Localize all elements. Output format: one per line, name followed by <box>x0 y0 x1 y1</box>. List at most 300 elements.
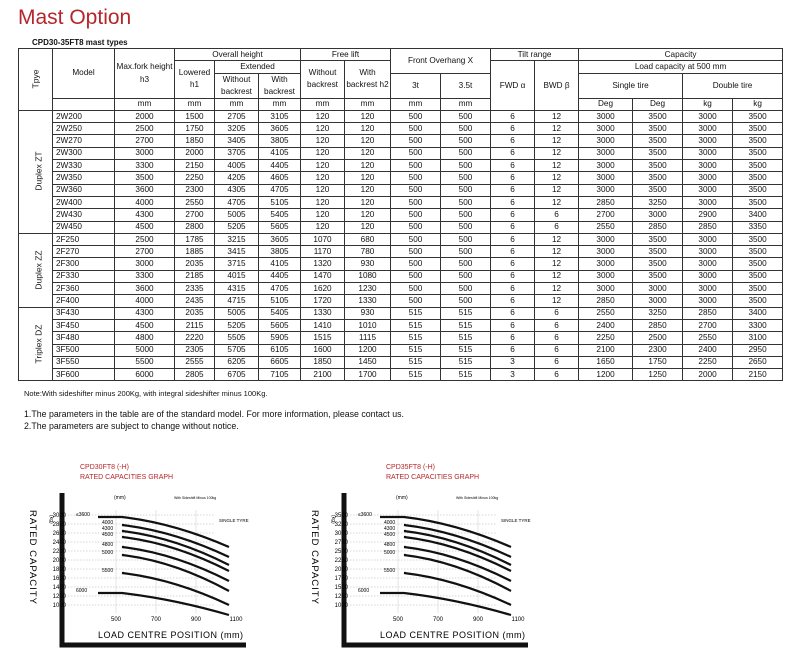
value-cell: 12 <box>535 147 579 159</box>
value-cell: 2850 <box>579 196 633 208</box>
value-cell: 3500 <box>633 270 683 282</box>
value-cell: 6 <box>491 270 535 282</box>
value-cell: 3500 <box>733 160 783 172</box>
value-cell: 500 <box>391 147 441 159</box>
value-cell: 2000 <box>115 110 175 122</box>
value-cell: 12 <box>535 110 579 122</box>
mast-type-label: Duplex ZT <box>19 110 53 233</box>
value-cell: 3500 <box>633 246 683 258</box>
curve-label: 4000 <box>102 520 114 526</box>
value-cell: 2700 <box>115 246 175 258</box>
value-cell: 4205 <box>215 172 259 184</box>
model-cell: 3F430 <box>53 307 115 319</box>
value-cell: 930 <box>345 258 391 270</box>
value-cell: 2550 <box>175 196 215 208</box>
value-cell: 6 <box>491 307 535 319</box>
value-cell: 3500 <box>115 172 175 184</box>
header-overhang-3t: 3t <box>391 73 441 98</box>
value-cell: 3105 <box>259 110 301 122</box>
table-row <box>19 258 783 270</box>
value-cell: 12 <box>535 246 579 258</box>
value-cell: 2000 <box>683 369 733 381</box>
model-cell: 3F500 <box>53 344 115 356</box>
curve-label: 6000 <box>76 588 88 594</box>
table-row <box>19 270 783 282</box>
value-cell: 2850 <box>683 307 733 319</box>
value-cell: 500 <box>391 270 441 282</box>
value-cell: 3600 <box>115 283 175 295</box>
header-ext-without: Without backrest <box>215 73 259 98</box>
value-cell: 515 <box>391 307 441 319</box>
curve-label: 4300 <box>102 526 114 532</box>
value-cell: 1850 <box>301 356 345 368</box>
y-tick-label: 1500 <box>334 585 348 591</box>
value-cell: 2550 <box>579 221 633 233</box>
value-cell: 3250 <box>633 196 683 208</box>
value-cell: 500 <box>441 283 491 295</box>
model-cell: 2W300 <box>53 147 115 159</box>
value-cell: 12 <box>535 172 579 184</box>
value-cell: 1750 <box>175 123 215 135</box>
value-cell: 3000 <box>683 295 733 307</box>
value-cell: 2705 <box>215 110 259 122</box>
value-cell: 515 <box>441 369 491 381</box>
value-cell: 2115 <box>175 319 215 331</box>
value-cell: 3350 <box>733 221 783 233</box>
value-cell: 4500 <box>115 319 175 331</box>
value-cell: 4705 <box>259 283 301 295</box>
x-tick-label: 500 <box>392 617 404 623</box>
value-cell: 120 <box>345 110 391 122</box>
y-tick-label: 1000 <box>52 603 66 609</box>
graph-note: With Sideshift Minus 100kg <box>174 496 217 500</box>
value-cell: 4305 <box>215 184 259 196</box>
value-cell: 6 <box>491 344 535 356</box>
value-cell: 500 <box>391 123 441 135</box>
y-tick-label: 3000 <box>52 513 66 519</box>
value-cell: 500 <box>391 135 441 147</box>
value-cell: 120 <box>301 209 345 221</box>
value-cell: 12 <box>535 283 579 295</box>
graph-heading: RATED CAPACITIES GRAPH <box>80 474 174 481</box>
value-cell: 120 <box>345 147 391 159</box>
graph-unit: (mm) <box>396 495 408 501</box>
value-cell: 2400 <box>579 319 633 331</box>
table-row <box>19 344 783 356</box>
value-cell: 3500 <box>733 295 783 307</box>
unit-cell: mm <box>441 98 491 110</box>
note-2: 2.The parameters are subject to change without notice. <box>24 421 239 431</box>
capacity-graph-svg <box>306 455 556 655</box>
value-cell: 3500 <box>633 160 683 172</box>
value-cell: 1330 <box>345 295 391 307</box>
value-cell: 2950 <box>733 344 783 356</box>
model-cell: 3F450 <box>53 319 115 331</box>
capacity-graph-cpd35 <box>306 455 556 660</box>
value-cell: 500 <box>391 283 441 295</box>
mast-spec-table <box>18 48 783 381</box>
graph-ylabel: RATED CAPACITY <box>309 510 320 605</box>
value-cell: 3 <box>491 356 535 368</box>
value-cell: 2700 <box>175 209 215 221</box>
value-cell: 3000 <box>579 270 633 282</box>
value-cell: 3000 <box>633 283 683 295</box>
value-cell: 3000 <box>579 135 633 147</box>
value-cell: 5005 <box>215 307 259 319</box>
value-cell: 1250 <box>633 369 683 381</box>
graph-xlabel: LOAD CENTRE POSITION (mm) <box>98 630 244 640</box>
value-cell: 6 <box>535 221 579 233</box>
value-cell: 1470 <box>301 270 345 282</box>
value-cell: 2100 <box>579 344 633 356</box>
value-cell: 1070 <box>301 233 345 245</box>
value-cell: 3000 <box>115 147 175 159</box>
value-cell: 1450 <box>345 356 391 368</box>
value-cell: 3000 <box>683 283 733 295</box>
value-cell: 4715 <box>215 295 259 307</box>
y-tick-label: 3000 <box>334 531 348 537</box>
value-cell: 3500 <box>733 233 783 245</box>
unit-cell: mm <box>259 98 301 110</box>
value-cell: 3250 <box>633 307 683 319</box>
value-cell: 120 <box>345 172 391 184</box>
value-cell: 3000 <box>683 160 733 172</box>
value-cell: 3500 <box>733 270 783 282</box>
value-cell: 3000 <box>683 172 733 184</box>
value-cell: 515 <box>441 332 491 344</box>
value-cell: 120 <box>301 184 345 196</box>
table-row <box>19 221 783 233</box>
value-cell: 3500 <box>733 184 783 196</box>
model-cell: 3F600 <box>53 369 115 381</box>
unit-cell: mm <box>175 98 215 110</box>
unit-cell: mm <box>215 98 259 110</box>
table-row <box>19 295 783 307</box>
value-cell: 2700 <box>579 209 633 221</box>
graph-tire: SINGLE TYRE <box>219 518 249 523</box>
value-cell: 120 <box>301 196 345 208</box>
value-cell: 2035 <box>175 258 215 270</box>
table-row <box>19 332 783 344</box>
value-cell: 500 <box>391 233 441 245</box>
value-cell: 3500 <box>633 172 683 184</box>
header-model: Model <box>53 49 115 99</box>
value-cell: 1320 <box>301 258 345 270</box>
model-cell: 2W400 <box>53 196 115 208</box>
value-cell: 4500 <box>115 221 175 233</box>
header-max-fork-height: Max.fork height h3 <box>115 49 175 99</box>
value-cell: 2220 <box>175 332 215 344</box>
header-fwd: FWD α <box>491 61 535 111</box>
value-cell: 2305 <box>175 344 215 356</box>
x-tick-label: 900 <box>472 617 484 623</box>
curve-label: ≤3600 <box>76 512 90 518</box>
value-cell: 4405 <box>259 270 301 282</box>
y-tick-label: 1200 <box>52 594 66 600</box>
model-cell: 2F360 <box>53 283 115 295</box>
value-cell: 6 <box>491 209 535 221</box>
value-cell: 2500 <box>115 123 175 135</box>
value-cell: 500 <box>391 246 441 258</box>
unit-cell: kg <box>683 98 733 110</box>
header-capacity: Capacity <box>579 49 783 61</box>
curve-label: 4800 <box>102 542 114 548</box>
value-cell: 120 <box>345 221 391 233</box>
table-row <box>19 356 783 368</box>
value-cell: 5105 <box>259 196 301 208</box>
value-cell: 4705 <box>215 196 259 208</box>
value-cell: 515 <box>391 332 441 344</box>
value-cell: 4105 <box>259 258 301 270</box>
header-load-capacity: Load capacity at 500 mm <box>579 61 783 73</box>
value-cell: 500 <box>441 209 491 221</box>
x-tick-label: 500 <box>110 617 122 623</box>
value-cell: 3415 <box>215 246 259 258</box>
value-cell: 500 <box>391 258 441 270</box>
value-cell: 500 <box>441 246 491 258</box>
value-cell: 3000 <box>683 110 733 122</box>
table-row <box>19 369 783 381</box>
value-cell: 3000 <box>579 160 633 172</box>
value-cell: 3215 <box>215 233 259 245</box>
value-cell: 3000 <box>579 246 633 258</box>
header-double-tire: Double tire <box>683 73 783 98</box>
value-cell: 2550 <box>683 332 733 344</box>
value-cell: 2850 <box>633 221 683 233</box>
value-cell: 4000 <box>115 295 175 307</box>
value-cell: 3600 <box>115 184 175 196</box>
value-cell: 6 <box>535 209 579 221</box>
value-cell: 515 <box>391 319 441 331</box>
y-tick-label: 2800 <box>52 522 66 528</box>
y-tick-label: 3500 <box>334 513 348 519</box>
value-cell: 3000 <box>633 209 683 221</box>
value-cell: 7105 <box>259 369 301 381</box>
value-cell: 5505 <box>215 332 259 344</box>
value-cell: 500 <box>391 184 441 196</box>
value-cell: 120 <box>345 123 391 135</box>
notes <box>24 408 404 432</box>
model-cell: 2W430 <box>53 209 115 221</box>
value-cell: 2850 <box>579 295 633 307</box>
curve-label: 5000 <box>102 550 114 556</box>
value-cell: 6 <box>491 172 535 184</box>
value-cell: 6 <box>491 123 535 135</box>
value-cell: 3805 <box>259 135 301 147</box>
value-cell: 4800 <box>115 332 175 344</box>
y-tick-label: 2250 <box>334 558 348 564</box>
value-cell: 1515 <box>301 332 345 344</box>
note-1: 1.The parameters in the table are of the standard model. For more information, please contact us. <box>24 409 404 419</box>
table-row <box>19 160 783 172</box>
model-cell: 2W200 <box>53 110 115 122</box>
value-cell: 1410 <box>301 319 345 331</box>
value-cell: 1720 <box>301 295 345 307</box>
value-cell: 3000 <box>683 258 733 270</box>
value-cell: 515 <box>391 344 441 356</box>
unit-cell: mm <box>301 98 345 110</box>
value-cell: 12 <box>535 123 579 135</box>
value-cell: 2435 <box>175 295 215 307</box>
value-cell: 2150 <box>175 160 215 172</box>
value-cell: 6 <box>491 233 535 245</box>
value-cell: 2300 <box>633 344 683 356</box>
value-cell: 500 <box>441 270 491 282</box>
value-cell: 3000 <box>683 123 733 135</box>
curve-label: 4500 <box>102 532 114 538</box>
y-tick-label: 2000 <box>52 558 66 564</box>
graph-ylabel: RATED CAPACITY <box>27 510 38 605</box>
header-fl-with: With backrest h2 <box>345 61 391 98</box>
value-cell: 500 <box>441 123 491 135</box>
value-cell: 3500 <box>733 258 783 270</box>
value-cell: 120 <box>301 135 345 147</box>
value-cell: 500 <box>391 221 441 233</box>
value-cell: 500 <box>391 172 441 184</box>
value-cell: 2700 <box>115 135 175 147</box>
graph-model: CPD35FT8 (-H) <box>386 464 436 471</box>
capacity-curve <box>122 573 229 605</box>
value-cell: 1200 <box>579 369 633 381</box>
value-cell: 515 <box>441 356 491 368</box>
header-free-lift: Free lift <box>301 49 391 61</box>
value-cell: 6705 <box>215 369 259 381</box>
value-cell: 5905 <box>259 332 301 344</box>
value-cell: 515 <box>441 307 491 319</box>
curve-label: 4800 <box>384 542 396 548</box>
header-tilt-range: Tilt range <box>491 49 579 61</box>
value-cell: 6 <box>535 344 579 356</box>
value-cell: 1750 <box>633 356 683 368</box>
value-cell: 2555 <box>175 356 215 368</box>
value-cell: 1700 <box>345 369 391 381</box>
value-cell: 3500 <box>733 147 783 159</box>
capacity-curve <box>404 573 511 605</box>
value-cell: 120 <box>345 160 391 172</box>
value-cell: 120 <box>301 172 345 184</box>
value-cell: 4105 <box>259 147 301 159</box>
page-title: Mast Option <box>18 6 132 29</box>
header-ext-with: With backrest <box>259 73 301 98</box>
value-cell: 3000 <box>579 184 633 196</box>
value-cell: 2400 <box>683 344 733 356</box>
model-cell: 2W270 <box>53 135 115 147</box>
value-cell: 6 <box>491 221 535 233</box>
value-cell: 2850 <box>683 221 733 233</box>
value-cell: 3000 <box>633 295 683 307</box>
value-cell: 2900 <box>683 209 733 221</box>
table-footnote: Note:With sideshifter minus 200Kg, with integral sideshifter minus 100Kg. <box>24 389 268 398</box>
value-cell: 3300 <box>733 319 783 331</box>
value-cell: 2250 <box>175 172 215 184</box>
value-cell: 3500 <box>633 123 683 135</box>
y-tick-label: 1000 <box>334 603 348 609</box>
value-cell: 2800 <box>175 221 215 233</box>
value-cell: 2250 <box>579 332 633 344</box>
value-cell: 4000 <box>115 196 175 208</box>
value-cell: 6 <box>491 135 535 147</box>
value-cell: 5000 <box>115 344 175 356</box>
value-cell: 1230 <box>345 283 391 295</box>
value-cell: 5205 <box>215 319 259 331</box>
value-cell: 3000 <box>683 246 733 258</box>
value-cell: 6105 <box>259 344 301 356</box>
value-cell: 3605 <box>259 233 301 245</box>
header-type: Tpye <box>19 49 53 111</box>
header-overhang-35t: 3.5t <box>441 73 491 98</box>
value-cell: 2035 <box>175 307 215 319</box>
value-cell: 1200 <box>345 344 391 356</box>
value-cell: 6 <box>491 147 535 159</box>
value-cell: 6 <box>491 184 535 196</box>
value-cell: 3500 <box>733 110 783 122</box>
value-cell: 12 <box>535 233 579 245</box>
unit-cell: mm <box>345 98 391 110</box>
value-cell: 1850 <box>175 135 215 147</box>
mast-type-label: Duplex ZZ <box>19 233 53 307</box>
value-cell: 515 <box>441 344 491 356</box>
value-cell: 2185 <box>175 270 215 282</box>
value-cell: 6 <box>491 110 535 122</box>
value-cell: 2150 <box>733 369 783 381</box>
value-cell: 5105 <box>259 295 301 307</box>
curve-label: 6000 <box>358 588 370 594</box>
value-cell: 4405 <box>259 160 301 172</box>
value-cell: 3715 <box>215 258 259 270</box>
value-cell: 3500 <box>633 258 683 270</box>
value-cell: 5005 <box>215 209 259 221</box>
value-cell: 3000 <box>579 283 633 295</box>
y-tick-label: 2750 <box>334 540 348 546</box>
table-row <box>19 110 783 122</box>
curve-label: 5000 <box>384 550 396 556</box>
value-cell: 6000 <box>115 369 175 381</box>
mast-type-label: Triplex DZ <box>19 307 53 381</box>
header-model-unit <box>53 98 115 110</box>
value-cell: 12 <box>535 196 579 208</box>
value-cell: 3500 <box>733 283 783 295</box>
value-cell: 2650 <box>733 356 783 368</box>
header-front-overhang: Front Overhang X <box>391 49 491 74</box>
value-cell: 5605 <box>259 221 301 233</box>
value-cell: 3000 <box>683 233 733 245</box>
value-cell: 2300 <box>175 184 215 196</box>
y-tick-label: 2400 <box>52 540 66 546</box>
value-cell: 3805 <box>259 246 301 258</box>
table-row <box>19 209 783 221</box>
y-tick-label: 1400 <box>52 585 66 591</box>
model-cell: 2F400 <box>53 295 115 307</box>
value-cell: 500 <box>441 295 491 307</box>
value-cell: 120 <box>301 147 345 159</box>
value-cell: 5500 <box>115 356 175 368</box>
value-cell: 3500 <box>633 135 683 147</box>
value-cell: 3100 <box>733 332 783 344</box>
value-cell: 3000 <box>579 233 633 245</box>
value-cell: 2000 <box>175 147 215 159</box>
value-cell: 6 <box>491 246 535 258</box>
value-cell: 12 <box>535 258 579 270</box>
header-extended: Extended <box>215 61 301 73</box>
unit-cell: mm <box>391 98 441 110</box>
value-cell: 930 <box>345 307 391 319</box>
value-cell: 1115 <box>345 332 391 344</box>
header-overall-height: Overall height <box>175 49 301 61</box>
value-cell: 500 <box>391 196 441 208</box>
unit-cell: kg <box>733 98 783 110</box>
value-cell: 120 <box>345 196 391 208</box>
value-cell: 680 <box>345 233 391 245</box>
